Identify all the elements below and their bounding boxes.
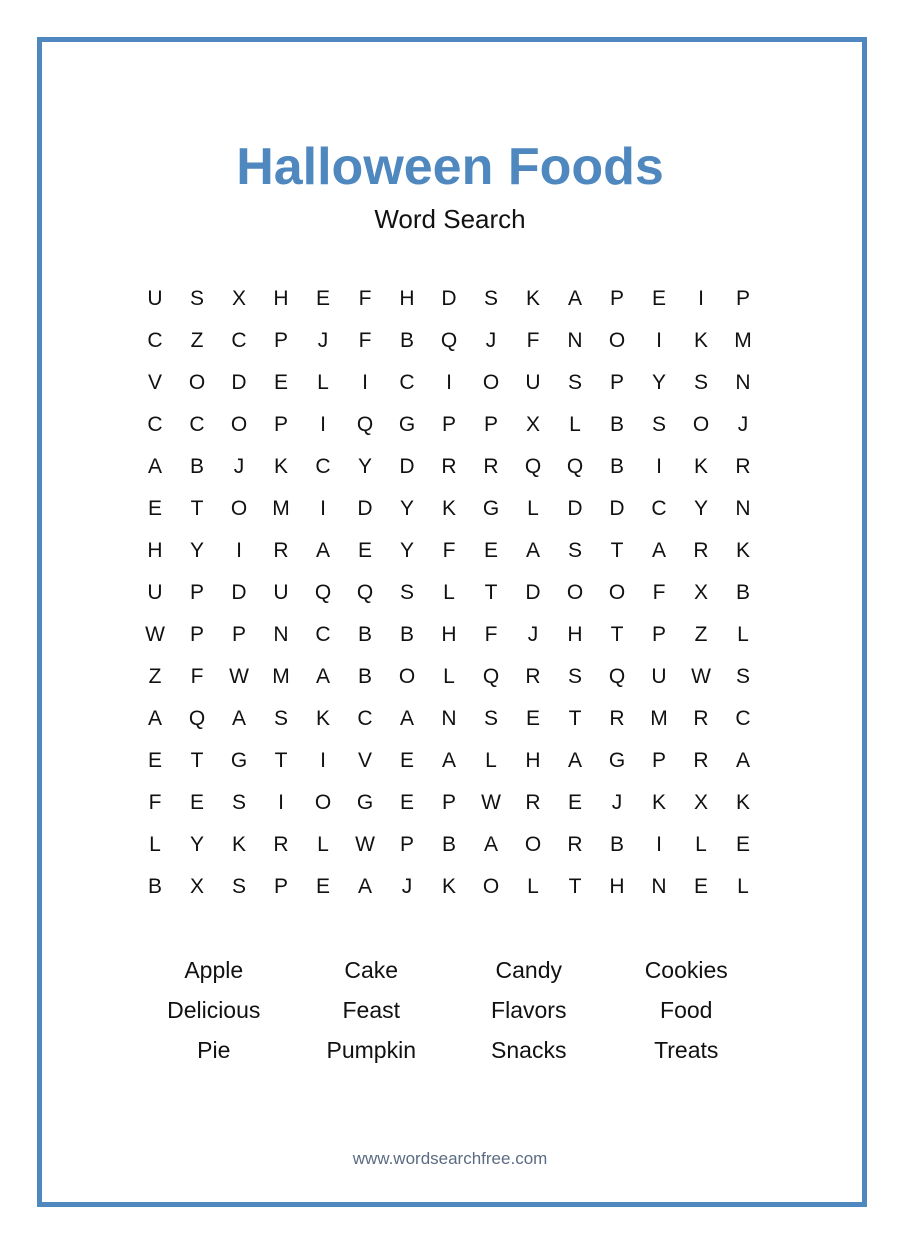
grid-cell: J <box>317 329 329 352</box>
grid-cell: A <box>735 749 750 772</box>
grid-cell: O <box>608 581 626 604</box>
grid-row <box>134 530 764 572</box>
grid-row <box>134 278 764 320</box>
grid-cell: A <box>399 707 414 730</box>
grid-cell: K <box>273 455 288 478</box>
grid-cell: J <box>401 875 413 898</box>
word-list-item: Apple <box>184 957 244 983</box>
grid-cell: U <box>147 287 163 310</box>
grid-cell: N <box>735 497 751 520</box>
grid-cell: B <box>399 623 414 646</box>
grid-row <box>134 446 764 488</box>
grid-cell: D <box>609 497 625 520</box>
grid-cell: C <box>399 371 415 394</box>
grid-cell: J <box>233 455 245 478</box>
grid-cell: H <box>399 287 415 310</box>
grid-cell: H <box>525 749 541 772</box>
grid-cell: M <box>650 707 668 730</box>
grid-cell: R <box>273 539 289 562</box>
grid-cell: U <box>525 371 541 394</box>
grid-cell: P <box>735 287 750 310</box>
word-list-item: Delicious <box>167 997 261 1023</box>
grid-cell: D <box>567 497 583 520</box>
grid-cell: J <box>737 413 749 436</box>
word-list-item: Pumpkin <box>326 1037 416 1063</box>
grid-cell: E <box>693 875 708 898</box>
grid-cell: V <box>147 371 162 394</box>
grid-cell: R <box>609 707 625 730</box>
grid-row <box>134 488 764 530</box>
grid-cell: X <box>693 791 708 814</box>
grid-cell: S <box>651 413 666 436</box>
grid-cell: D <box>399 455 415 478</box>
grid-cell: L <box>317 833 329 856</box>
grid-cell: L <box>485 749 497 772</box>
grid-cell: J <box>485 329 497 352</box>
grid-cell: F <box>148 791 162 814</box>
grid-cell: A <box>483 833 498 856</box>
grid-cell: Y <box>399 539 414 562</box>
grid-cell: P <box>609 371 624 394</box>
grid-cell: C <box>315 623 331 646</box>
grid-cell: Q <box>524 455 542 478</box>
grid-cell: T <box>610 623 624 646</box>
grid-cell: L <box>443 665 455 688</box>
grid-cell: R <box>693 749 709 772</box>
grid-cell: F <box>358 329 372 352</box>
grid-cell: I <box>236 539 242 562</box>
grid-cell: T <box>568 707 582 730</box>
grid-cell: I <box>362 371 368 394</box>
grid-cell: A <box>315 539 330 562</box>
grid-cell: E <box>399 749 414 772</box>
grid-cell: K <box>693 329 708 352</box>
grid-cell: F <box>358 287 372 310</box>
grid-cell: B <box>357 665 372 688</box>
grid-cell: A <box>441 749 456 772</box>
grid-cell: O <box>566 581 584 604</box>
grid-cell: L <box>737 623 749 646</box>
grid-cell: H <box>567 623 583 646</box>
grid-cell: L <box>527 497 539 520</box>
grid-cell: K <box>441 875 456 898</box>
grid-cell: E <box>147 749 162 772</box>
grid-cell: S <box>273 707 288 730</box>
grid-cell: F <box>652 581 666 604</box>
grid-cell: E <box>399 791 414 814</box>
grid-cell: Y <box>399 497 414 520</box>
grid-cell: C <box>147 329 163 352</box>
grid-cell: C <box>231 329 247 352</box>
word-list-item: Snacks <box>491 1037 567 1063</box>
grid-cell: L <box>737 875 749 898</box>
grid-cell: H <box>147 539 163 562</box>
grid-cell: B <box>609 413 624 436</box>
grid-cell: L <box>527 875 539 898</box>
grid-cell: M <box>272 497 290 520</box>
grid-cell: S <box>483 287 498 310</box>
grid-cell: Q <box>356 413 374 436</box>
grid-cell: N <box>651 875 667 898</box>
grid-cell: I <box>320 413 326 436</box>
grid-cell: R <box>567 833 583 856</box>
grid-cell: C <box>315 455 331 478</box>
grid-cell: R <box>693 539 709 562</box>
page-subtitle: Word Search <box>374 204 526 234</box>
grid-cell: P <box>273 329 288 352</box>
grid-row <box>134 614 764 656</box>
grid-cell: O <box>314 791 332 814</box>
grid-cell: P <box>231 623 246 646</box>
grid-cell: B <box>399 329 414 352</box>
grid-cell: E <box>525 707 540 730</box>
grid-cell: I <box>278 791 284 814</box>
grid-cell: C <box>147 413 163 436</box>
grid-cell: L <box>569 413 581 436</box>
grid-row <box>134 572 764 614</box>
grid-cell: E <box>567 791 582 814</box>
grid-cell: Z <box>148 665 162 688</box>
grid-cell: A <box>147 455 162 478</box>
footer-url: www.wordsearchfree.com <box>352 1149 548 1168</box>
grid-cell: J <box>611 791 623 814</box>
grid-cell: R <box>441 455 457 478</box>
grid-row <box>134 362 764 404</box>
grid-cell: B <box>147 875 162 898</box>
grid-cell: K <box>651 791 666 814</box>
grid-row <box>134 740 764 782</box>
grid-cell: A <box>567 287 582 310</box>
word-list-item: Flavors <box>491 997 567 1023</box>
grid-cell: G <box>608 749 626 772</box>
grid-cell: A <box>567 749 582 772</box>
grid-cell: J <box>527 623 539 646</box>
grid-cell: Y <box>651 371 666 394</box>
grid-cell: V <box>357 749 372 772</box>
grid-cell: D <box>525 581 541 604</box>
grid-cell: O <box>230 413 248 436</box>
grid-cell: B <box>735 581 750 604</box>
grid-cell: E <box>357 539 372 562</box>
grid-row <box>134 866 764 908</box>
grid-cell: N <box>441 707 457 730</box>
grid-cell: I <box>446 371 452 394</box>
grid-cell: I <box>320 749 326 772</box>
grid-cell: Q <box>188 707 206 730</box>
grid-cell: T <box>274 749 288 772</box>
grid-cell: K <box>441 497 456 520</box>
grid-cell: C <box>651 497 667 520</box>
grid-cell: L <box>695 833 707 856</box>
word-list-item: Cake <box>344 957 399 983</box>
grid-cell: K <box>735 539 750 562</box>
grid-row <box>134 782 764 824</box>
grid-cell: S <box>189 287 204 310</box>
grid-cell: N <box>567 329 583 352</box>
grid-cell: R <box>735 455 751 478</box>
word-list-item: Cookies <box>644 957 728 983</box>
grid-row <box>134 698 764 740</box>
grid-cell: S <box>693 371 708 394</box>
grid-cell: D <box>231 371 247 394</box>
grid-cell: G <box>482 497 500 520</box>
grid-cell: B <box>189 455 204 478</box>
grid-cell: Y <box>189 539 204 562</box>
grid-cell: N <box>273 623 289 646</box>
grid-row <box>134 824 764 866</box>
grid-cell: L <box>443 581 455 604</box>
grid-cell: X <box>231 287 246 310</box>
grid-cell: F <box>190 665 204 688</box>
grid-cell: F <box>484 623 498 646</box>
grid-cell: P <box>651 623 666 646</box>
grid-cell: W <box>481 791 501 814</box>
grid-cell: Z <box>190 329 204 352</box>
grid-cell: G <box>230 749 248 772</box>
grid-cell: S <box>483 707 498 730</box>
grid-cell: F <box>442 539 456 562</box>
word-list <box>135 950 765 1070</box>
grid-cell: B <box>441 833 456 856</box>
grid-cell: C <box>735 707 751 730</box>
grid-cell: A <box>231 707 246 730</box>
grid-cell: M <box>734 329 752 352</box>
grid-cell: A <box>357 875 372 898</box>
grid-cell: I <box>656 455 662 478</box>
grid-cell: R <box>525 791 541 814</box>
grid-cell: A <box>525 539 540 562</box>
grid-cell: Q <box>608 665 626 688</box>
word-list-item: Candy <box>495 957 562 983</box>
grid-cell: Y <box>693 497 708 520</box>
grid-cell: A <box>315 665 330 688</box>
grid-cell: X <box>189 875 204 898</box>
grid-cell: B <box>609 833 624 856</box>
grid-cell: K <box>693 455 708 478</box>
grid-cell: E <box>315 875 330 898</box>
grid-cell: O <box>692 413 710 436</box>
grid-cell: K <box>315 707 330 730</box>
grid-cell: B <box>357 623 372 646</box>
grid-cell: T <box>190 497 204 520</box>
grid-cell: X <box>525 413 540 436</box>
grid-cell: T <box>568 875 582 898</box>
grid-cell: S <box>231 791 246 814</box>
grid-cell: S <box>567 665 582 688</box>
grid-cell: C <box>357 707 373 730</box>
grid-cell: C <box>189 413 205 436</box>
grid-cell: U <box>147 581 163 604</box>
grid-cell: U <box>273 581 289 604</box>
grid-cell: T <box>484 581 498 604</box>
grid-cell: Y <box>189 833 204 856</box>
grid-cell: P <box>483 413 498 436</box>
grid-cell: R <box>483 455 499 478</box>
grid-cell: O <box>482 875 500 898</box>
grid-cell: K <box>525 287 540 310</box>
grid-cell: W <box>229 665 249 688</box>
grid-cell: K <box>231 833 246 856</box>
grid-cell: I <box>656 833 662 856</box>
grid-cell: W <box>691 665 711 688</box>
grid-cell: Y <box>357 455 372 478</box>
grid-cell: E <box>315 287 330 310</box>
grid-row <box>134 320 764 362</box>
letter-grid <box>134 278 764 908</box>
grid-cell: L <box>149 833 161 856</box>
grid-cell: U <box>651 665 667 688</box>
grid-cell: T <box>610 539 624 562</box>
grid-cell: P <box>189 581 204 604</box>
grid-cell: A <box>651 539 666 562</box>
grid-cell: L <box>317 371 329 394</box>
grid-cell: S <box>567 539 582 562</box>
grid-row <box>134 656 764 698</box>
grid-cell: N <box>735 371 751 394</box>
grid-cell: W <box>145 623 165 646</box>
grid-cell: A <box>147 707 162 730</box>
grid-cell: Q <box>482 665 500 688</box>
grid-cell: E <box>147 497 162 520</box>
page-title: Halloween Foods <box>236 138 664 196</box>
grid-cell: H <box>441 623 457 646</box>
grid-cell: E <box>651 287 666 310</box>
grid-cell: H <box>609 875 625 898</box>
grid-cell: O <box>608 329 626 352</box>
grid-cell: D <box>441 287 457 310</box>
grid-cell: X <box>693 581 708 604</box>
grid-cell: P <box>441 791 456 814</box>
grid-cell: Q <box>356 581 374 604</box>
grid-cell: O <box>188 371 206 394</box>
grid-cell: Q <box>314 581 332 604</box>
grid-cell: I <box>698 287 704 310</box>
grid-cell: E <box>735 833 750 856</box>
grid-cell: G <box>398 413 416 436</box>
grid-cell: P <box>273 413 288 436</box>
grid-cell: E <box>483 539 498 562</box>
grid-cell: D <box>231 581 247 604</box>
grid-cell: M <box>272 665 290 688</box>
grid-cell: G <box>356 791 374 814</box>
grid-cell: S <box>399 581 414 604</box>
grid-cell: S <box>567 371 582 394</box>
grid-cell: O <box>482 371 500 394</box>
grid-cell: I <box>656 329 662 352</box>
grid-cell: P <box>609 287 624 310</box>
grid-cell: K <box>735 791 750 814</box>
grid-cell: P <box>189 623 204 646</box>
grid-cell: T <box>190 749 204 772</box>
grid-cell: P <box>399 833 414 856</box>
word-list-item: Feast <box>342 997 401 1023</box>
grid-cell: P <box>651 749 666 772</box>
grid-cell: D <box>357 497 373 520</box>
grid-cell: S <box>735 665 750 688</box>
grid-cell: B <box>609 455 624 478</box>
grid-cell: P <box>441 413 456 436</box>
grid-cell: H <box>273 287 289 310</box>
grid-cell: P <box>273 875 288 898</box>
grid-row <box>134 404 764 446</box>
grid-cell: W <box>355 833 375 856</box>
grid-cell: R <box>693 707 709 730</box>
grid-cell: S <box>231 875 246 898</box>
grid-cell: O <box>524 833 542 856</box>
grid-cell: E <box>189 791 204 814</box>
grid-cell: O <box>398 665 416 688</box>
grid-cell: R <box>525 665 541 688</box>
word-list-item: Treats <box>654 1037 719 1063</box>
word-list-item: Pie <box>197 1037 231 1063</box>
word-list-item: Food <box>660 997 713 1023</box>
grid-cell: Z <box>694 623 708 646</box>
grid-cell: F <box>526 329 540 352</box>
grid-cell: I <box>320 497 326 520</box>
grid-cell: E <box>273 371 288 394</box>
grid-cell: O <box>230 497 248 520</box>
grid-cell: Q <box>566 455 584 478</box>
grid-cell: R <box>273 833 289 856</box>
grid-cell: Q <box>440 329 458 352</box>
